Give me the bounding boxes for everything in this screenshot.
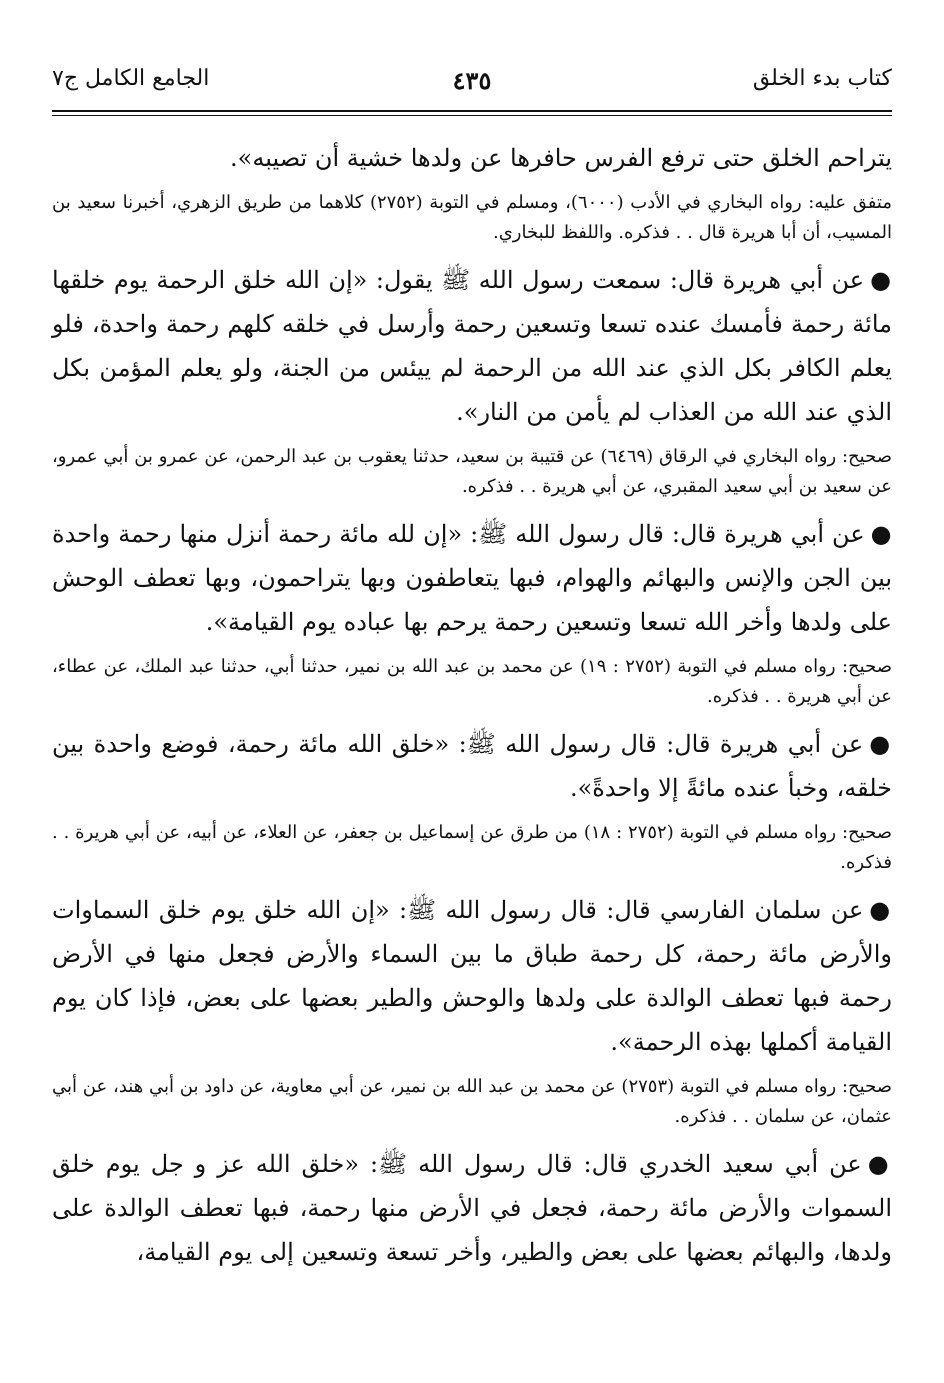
hadith-text: عن أبي هريرة قال: سمعت رسول الله ﷺ يقول: «إن الله خلق الرحمة يوم خلقها مائة رحمة فأمسك عنده تسعا وتسعين رحمة وأرسل في خلقه كلهم رحمة واحدة، فلو يعلم الكافر بكل الذي عند الله من الرحمة لم ييئس من الجنة، ولو يعلم المؤمن بكل الذي عند الله من العذاب لم يأمن من النار».	[52, 266, 892, 426]
source-text: متفق عليه: رواه البخاري في الأدب (٦٠٠٠)، ومسلم في التوبة (٢٧٥٢) كلاهما من طريق الزهري، أخبرنا سعيد بن المسيب، أن أبا هريرة قال . . فذكره. واللفظ للبخاري.	[52, 192, 892, 243]
hadith-text: يتراحم الخلق حتى ترفع الفرس حافرها عن ولدها خشية أن تصيبه».	[230, 144, 892, 172]
source-note	[52, 1072, 892, 1132]
hadith-paragraph	[52, 1142, 892, 1274]
hadith-paragraph	[52, 888, 892, 1064]
hadith-text: عن أبي هريرة قال: قال رسول الله ﷺ: «إن لله مائة رحمة أنزل منها رحمة واحدة بين الجن والإنس والبهائم والهوام، فبها يتعاطفون وبها يتراحمون، وبها تعطف الوحش على ولدها وأخر الله تسعا وتسعين رحمة يرحم بها عباده يوم القيامة».	[52, 520, 892, 636]
source-text: صحيح: رواه مسلم في التوبة (٢٧٥٣) عن محمد بن عبد الله بن نمير، عن أبي معاوية، عن داود بن أبي هند، عن أبي عثمان، عن سلمان . . فذكره.	[52, 1076, 892, 1127]
hadith-paragraph	[52, 512, 892, 644]
bullet-icon: ●	[869, 729, 892, 758]
hadith-text: عن أبي سعيد الخدري قال: قال رسول الله ﷺ: «خلق الله عز و جل يوم خلق السموات والأرض مائة رحمة، فجعل في الأرض منها رحمة، فبها تعطف الوالدة على ولدها، والبهائم بعضها على بعض والطير، وأخر تسعة وتسعين إلى يوم القيامة،	[52, 1150, 892, 1266]
header-rule-thick	[52, 110, 892, 112]
page-number: ٤٣٥	[452, 66, 492, 95]
hadith-paragraph	[52, 258, 892, 434]
bullet-icon: ●	[867, 1149, 892, 1178]
book-title: الجامع الكامل ج٧	[52, 66, 210, 91]
hadith-paragraph	[52, 136, 892, 180]
source-text: صحيح: رواه البخاري في الرقاق (٦٤٦٩) عن قتيبة بن سعيد، حدثنا يعقوب بن عبد الرحمن، عن عمرو بن أبي عمرو، عن سعيد بن أبي سعيد المقبري، عن أبي هريرة . . فذكره.	[52, 446, 892, 497]
hadith-text: عن سلمان الفارسي قال: قال رسول الله ﷺ: «إن الله خلق يوم خلق السماوات والأرض مائة رحمة، كل رحمة طباق ما بين السماء والأرض فجعل منها في الأرض رحمة فبها تعطف الوالدة على ولدها والوحش والطير بعضها على بعض، فإذا كان يوم القيامة أكملها بهذه الرحمة».	[52, 896, 892, 1056]
source-note	[52, 442, 892, 502]
page-header	[52, 66, 892, 106]
bullet-icon: ●	[870, 519, 892, 548]
hadith-paragraph	[52, 722, 892, 810]
chapter-title: كتاب بدء الخلق	[752, 66, 892, 91]
header-rule-thin	[52, 115, 892, 116]
source-text: صحيح: رواه مسلم في التوبة (٢٧٥٢ : ١٨) من طرق عن إسماعيل بن جعفر، عن العلاء، عن أبيه، عن أبي هريرة . . فذكره.	[52, 822, 893, 873]
source-note	[52, 188, 892, 248]
bullet-icon: ●	[869, 895, 892, 924]
source-note	[52, 652, 892, 712]
bullet-icon: ●	[870, 265, 892, 294]
source-text: صحيح: رواه مسلم في التوبة (٢٧٥٢ : ١٩) عن محمد بن عبد الله بن نمير، حدثنا أبي، حدثنا عبد الملك، عن عطاء، عن أبي هريرة . . فذكره.	[52, 656, 892, 707]
page-body	[52, 136, 892, 1282]
source-note	[52, 818, 892, 878]
hadith-text: عن أبي هريرة قال: قال رسول الله ﷺ: «خلق الله مائة رحمة، فوضع واحدة بين خلقه، وخبأ عنده مائةً إلا واحدةً».	[52, 730, 892, 802]
